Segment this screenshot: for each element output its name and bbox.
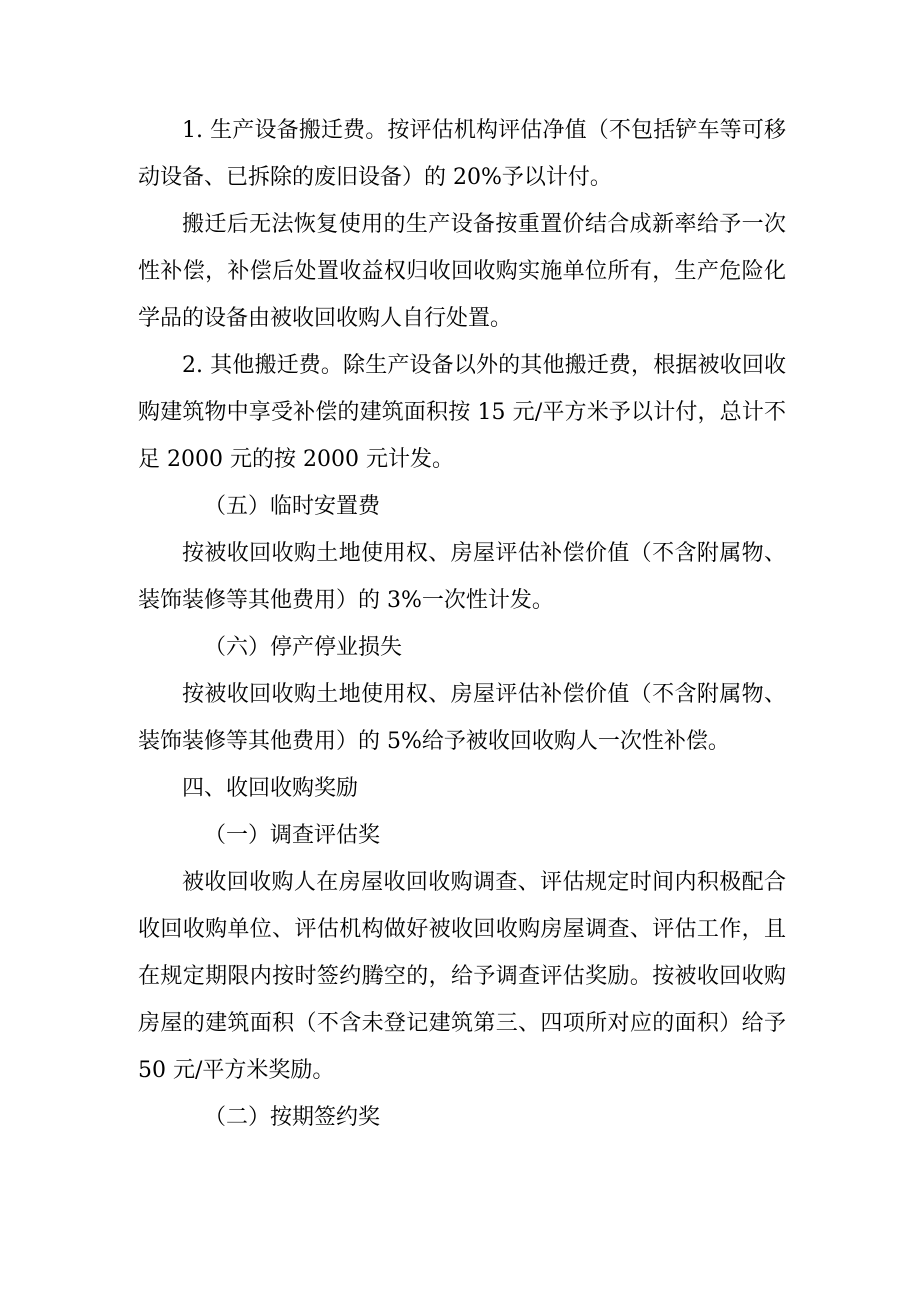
paragraph-production-equipment-relocation: 1. 生产设备搬迁费。按评估机构评估净值（不包括铲车等可移动设备、已拆除的废旧设备）的 20%予以计付。 [138,118,786,190]
subheading-temporary-resettlement: （五）临时安置费 [204,494,381,519]
heading-recovery-rewards: 四、收回收购奖励 [182,776,359,801]
paragraph-production-suspension-loss: 按被收回收购土地使用权、房屋评估补偿价值（不含附属物、装饰装修等其他费用）的 5%给予被收回收购人一次性补偿。 [138,682,786,754]
subheading-production-suspension-loss: （六）停产停业损失 [204,635,403,660]
document-body [138,107,786,1141]
subheading-timely-signing-reward: （二）按期签约奖 [204,1105,381,1130]
subheading-survey-evaluation-reward: （一）调查评估奖 [204,823,381,848]
paragraph-survey-evaluation-reward: 被收回收购人在房屋收回收购调查、评估规定时间内积极配合收回收购单位、评估机构做好被收回收购房屋调查、评估工作，且在规定期限内按时签约腾空的，给予调查评估奖励。按被收回收购房屋的建筑面积（不含未登记建筑第三、四项所对应的面积）给予 50 元/平方米奖励。 [138,870,786,1083]
paragraph-other-relocation-fee: 2. 其他搬迁费。除生产设备以外的其他搬迁费，根据被收回收购建筑物中享受补偿的建筑面积按 15 元/平方米予以计付，总计不足 2000 元的按 2000 元计发。 [138,353,786,472]
paragraph-temporary-resettlement: 按被收回收购土地使用权、房屋评估补偿价值（不含附属物、装饰装修等其他费用）的 3%一次性计发。 [138,541,786,613]
paragraph-unrecoverable-equipment: 搬迁后无法恢复使用的生产设备按重置价结合成新率给予一次性补偿，补偿后处置收益权归收回收购实施单位所有，生产危险化学品的设备由被收回收购人自行处置。 [138,212,786,331]
